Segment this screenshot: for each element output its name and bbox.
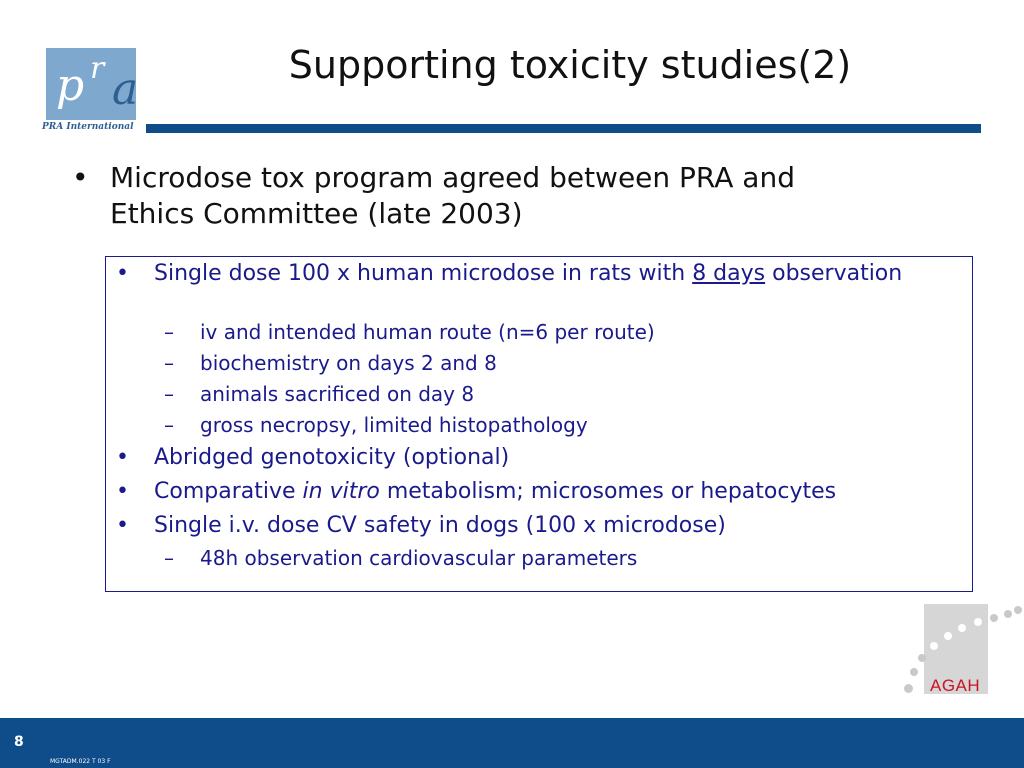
- agah-dot: [1014, 606, 1022, 614]
- sub-item-text: 48h observation cardiovascular parameters: [200, 546, 638, 570]
- agah-dot: [1004, 610, 1012, 618]
- agah-dot: [990, 614, 998, 622]
- agah-dot: [930, 642, 938, 650]
- sub-marker: –: [164, 320, 174, 344]
- sub-item-text: animals sacrificed on day 8: [200, 382, 475, 406]
- box-item-text-part: Single dose 100 x human microdose in rats with: [154, 261, 693, 286]
- box-item-text: [154, 261, 954, 287]
- box-item-text: Single i.v. dose CV safety in dogs (100 x microdose): [154, 513, 726, 538]
- agah-dot: [944, 632, 952, 640]
- document-code: MGTADM.022 T 03 F: [50, 758, 111, 765]
- title-rule: [146, 124, 981, 133]
- agah-logo: [896, 600, 1024, 700]
- logo-letter-a: a: [112, 64, 139, 115]
- agah-dot: [918, 654, 926, 662]
- box-item-italic: in vitro: [302, 479, 380, 504]
- bullet-marker: •: [116, 513, 129, 538]
- sub-marker: –: [164, 546, 174, 570]
- sub-marker: –: [164, 413, 174, 437]
- agah-logo-label: AGAH: [930, 676, 981, 695]
- logo-letter-r: r: [90, 51, 105, 86]
- box-item-underlined: 8 days: [692, 261, 766, 286]
- page-number: 8: [14, 734, 24, 750]
- sub-marker: –: [164, 351, 174, 375]
- bullet-marker: •: [116, 445, 129, 470]
- bullet-marker: •: [116, 261, 129, 286]
- sub-item-text: biochemistry on days 2 and 8: [200, 351, 497, 375]
- agah-dot: [910, 668, 918, 676]
- main-bullet-text: Microdose tox program agreed between PRA and Ethics Committee (late 2003): [110, 161, 795, 230]
- studies-box: [105, 256, 973, 592]
- sub-item-text: gross necropsy, limited histopathology: [200, 413, 588, 437]
- pra-logo: [40, 48, 140, 136]
- footer-bar: [0, 718, 1024, 768]
- box-item-text-part: Comparative: [154, 479, 303, 504]
- box-item-text: [154, 479, 954, 505]
- agah-dot: [958, 624, 966, 632]
- slide-title: Supporting toxicity studies(2): [288, 43, 852, 87]
- logo-letter-p: p: [56, 60, 85, 111]
- box-item-text-tail: metabolism; microsomes or hepatocytes: [379, 479, 837, 504]
- sub-marker: –: [164, 382, 174, 406]
- pra-logo-box: [46, 48, 139, 120]
- sub-item-text: iv and intended human route (n=6 per route): [200, 320, 655, 344]
- agah-dot: [974, 618, 982, 626]
- box-item-text-tail: observation: [765, 261, 903, 286]
- pra-logo-subtitle: PRA International: [42, 122, 134, 132]
- box-item-text: Abridged genotoxicity (optional): [154, 445, 510, 470]
- agah-dot: [904, 684, 913, 693]
- bullet-marker: •: [72, 161, 89, 194]
- bullet-marker: •: [116, 479, 129, 504]
